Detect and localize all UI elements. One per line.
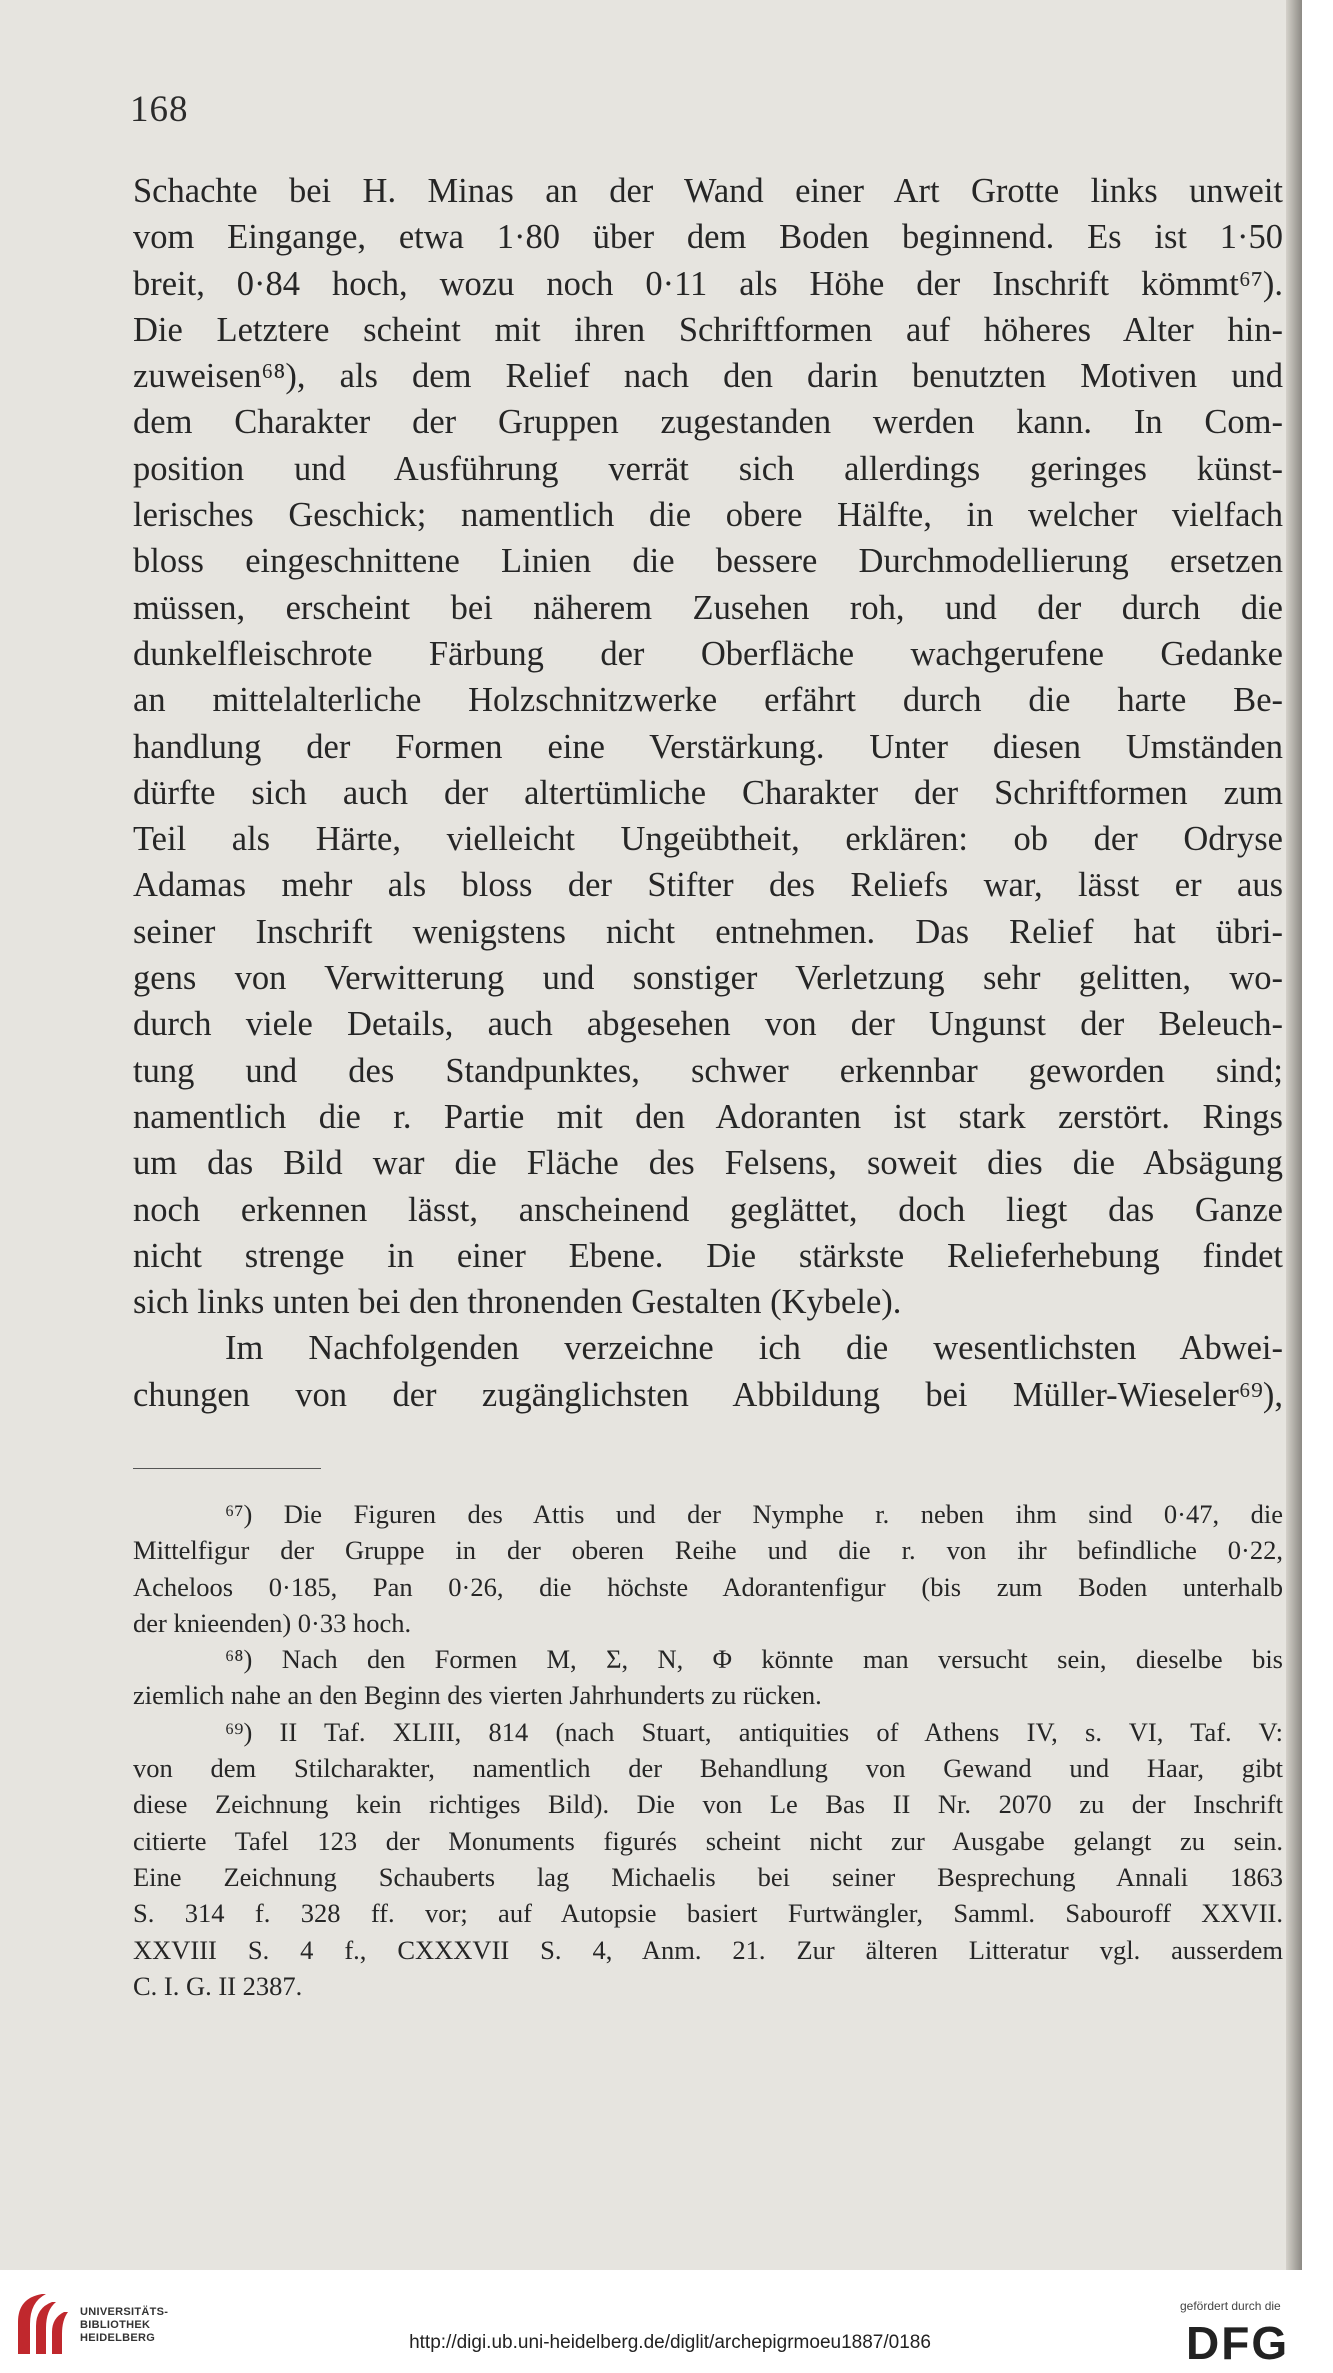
footnotes [133,1496,1283,2004]
text-line: dürfte sich auch der altertümliche Charakter der Schriftformen zum [133,773,1283,812]
footnote-line: von dem Stilcharakter, namentlich der Behandlung von Gewand und Haar, gibt [133,1753,1283,1784]
text-line: position und Ausführung verrät sich allerdings geringes künst- [133,449,1283,488]
footnote-line: ⁶⁷) Die Figuren des Attis und der Nymphe r. neben ihm sind 0·47, die [225,1499,1283,1529]
page-number: 168 [130,89,189,130]
text-line: Die Letztere scheint mit ihren Schriftformen auf höheres Alter hin- [133,310,1283,349]
dfg-logo: DFG [1186,2317,1290,2369]
text-line: um das Bild war die Fläche des Felsens, soweit dies die Absägung [133,1144,1283,1183]
institution-name [80,2306,168,2345]
text-line: müssen, erscheint bei näherem Zusehen roh, und der durch die [133,588,1283,627]
footnote-line: der knieenden) 0·33 hoch. [133,1607,412,1638]
institution-line: UNIVERSITÄTS- [80,2306,169,2318]
text-line: handlung der Formen eine Verstärkung. Unter diesen Umständen [133,727,1283,766]
footnote-line: ⁶⁹) II Taf. XLIII, 814 (nach Stuart, antiquities of Athens IV, s. VI, Taf. V: [225,1716,1283,1747]
text-line: vom Eingange, etwa 1·80 über dem Boden beginnend. Es ist 1·50 [133,218,1283,257]
text-line: Im Nachfolgenden verzeichne ich die wesentlichsten Abwei- [225,1329,1283,1368]
text-line: Schachte bei H. Minas an der Wand einer Art Grotte links unweit [133,172,1283,210]
footnote-line: ⁶⁸) Nach den Formen M, Σ, N, Φ könnte man versucht sein, dieselbe bis [225,1644,1283,1675]
text-line: sich links unten bei den thronenden Gestalten (Kybele). [133,1283,902,1322]
source-url-link[interactable]: http://digi.ub.uni-heidelberg.de/diglit/archepigrmoeu1887/0186 [409,2332,931,2353]
text-line: lerisches Geschick; namentlich die obere Hälfte, in welcher vielfach [133,496,1283,535]
text-line: durch viele Details, auch abgesehen von der Ungunst der Beleuch- [133,1005,1283,1044]
footnote-separator [133,1468,321,1469]
text-line: dem Charakter der Gruppen zugestanden werden kann. In Com- [133,403,1283,442]
text-line: nicht strenge in einer Ebene. Die stärkste Relieferhebung findet [133,1236,1283,1275]
text-line: dunkelfleischrote Färbung der Oberfläche wachgerufene Gedanke [133,634,1283,673]
text-line: Adamas mehr als bloss der Stifter des Reliefs war, lässt er aus [133,866,1283,905]
footnote-line: S. 314 f. 328 ff. vor; auf Autopsie basiert Furtwängler, Samml. Sabouroff XXVII. [133,1898,1283,1929]
footnote-line: Acheloos 0·185, Pan 0·26, die höchste Adorantenfigur (bis zum Boden unterhalb [133,1571,1283,1602]
text-line: gens von Verwitterung und sonstiger Verletzung sehr gelitten, wo- [133,959,1283,998]
text-line: zuweisen⁶⁸), als dem Relief nach den darin benutzten Motiven und [133,357,1283,396]
main-text [133,168,1283,1418]
institution-line: HEIDELBERG [80,2332,156,2344]
text-line: noch erkennen lässt, anscheinend geglättet, doch liegt das Ganze [133,1190,1283,1229]
university-logo-icon [12,2288,74,2365]
text-line: chungen von der zugänglichsten Abbildung bei Müller-Wieseler⁶⁹), [133,1375,1283,1414]
text-line: seiner Inschrift wenigstens nicht entnehmen. Das Relief hat übri- [133,912,1283,951]
footnote-line: Mittelfigur der Gruppe in der oberen Reihe und die r. von ihr befindliche 0·22, [133,1535,1283,1566]
text-line: breit, 0·84 hoch, wozu noch 0·11 als Höhe der Inschrift kömmt⁶⁷). [133,264,1283,303]
footer-bar [0,2270,1333,2373]
footnote-line: XXVIII S. 4 f., CXXXVII S. 4, Anm. 21. Zur älteren Litteratur vgl. ausserdem [133,1934,1283,1965]
institution-line: BIBLIOTHEK [80,2319,151,2331]
page-edge-shadow [1286,0,1302,2270]
text-line: namentlich die r. Partie mit den Adoranten ist stark zerstört. Rings [133,1097,1283,1136]
text-line: Teil als Härte, vielleicht Ungeübtheit, erklären: ob der Odryse [133,820,1283,859]
text-line: tung und des Standpunktes, schwer erkennbar geworden sind; [133,1051,1283,1090]
text-line: bloss eingeschnittene Linien die bessere Durchmodellierung ersetzen [133,542,1283,581]
footnote-line: Eine Zeichnung Schauberts lag Michaelis bei seiner Besprechung Annali 1863 [133,1861,1283,1892]
footnote-line: citierte Tafel 123 der Monuments figurés scheint nicht zur Ausgabe gelangt zu sein. [133,1825,1283,1856]
footnote-line: diese Zeichnung kein richtiges Bild). Die von Le Bas II Nr. 2070 zu der Inschrift [133,1789,1283,1820]
footnote-line: C. I. G. II 2387. [133,1970,303,2001]
footnote-line: ziemlich nahe an den Beginn des vierten Jahrhunderts zu rücken. [133,1680,822,1711]
text-line: an mittelalterliche Holzschnitzwerke erfährt durch die harte Be- [133,681,1283,720]
funding-note: gefördert durch die [1180,2299,1281,2313]
